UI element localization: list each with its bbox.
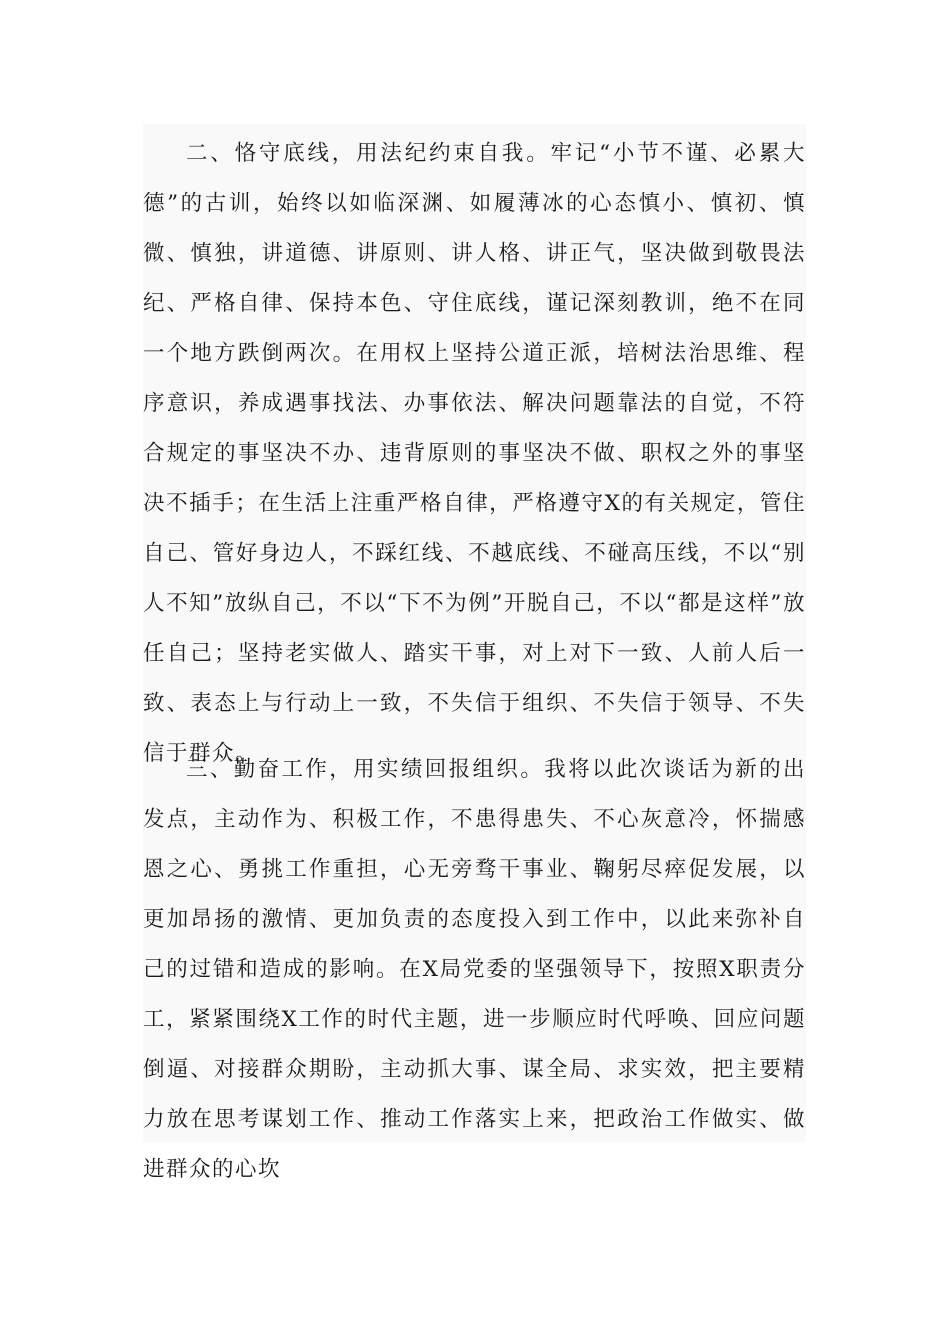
paragraph-section-two: 二、恪守底线，用法纪约束自我。牢记“小节不谨、必累大德”的古训，始终以如临深渊、如履薄冰的心态慎小、慎初、慎微、慎独，讲道德、讲原则、讲人格、讲正气，坚决做到敬畏法纪、严格自律、保持本色、守住底线，谨记深刻教训，绝不在同一个地方跌倒两次。在用权上坚持公道正派，培树法治思维、程序意识，养成遇事找法、办事依法、解决问题靠法的自觉，不符合规定的事坚决不办、违背原则的事坚决不做、职权之外的事坚决不插手；在生活上注重严格自律，严格遵守X的有关规定，管住自己、管好身边人，不踩红线、不越底线、不碰高压线，不以“别人不知”放纵自己，不以“下不为例”开脱自己，不以“都是这样”放任自己；坚持老实做人、踏实干事，对上对下一致、人前人后一致、表态上与行动上一致，不失信于组织、不失信于领导、不失信于群众。: [143, 141, 806, 766]
page-edge-mask: [806, 185, 816, 215]
paragraph-section-three: 三、勤奋工作，用实绩回报组织。我将以此次谈话为新的出发点，主动作为、积极工作，不患得患失、不心灰意冷，怀揣感恩之心、勇挑工作重担，心无旁骛干事业、鞠躬尽瘁促发展，以更加昂扬的激情、更加负责的态度投入到工作中，以此来弥补自己的过错和造成的影响。在X局党委的坚强领导下，按照X职责分工，紧紧围绕X工作的时代主题，进一步顺应时代呼唤、回应问题倒逼、对接群众期盼，主动抓大事、谋全局、求实效，把主要精力放在思考谋划工作、推动工作落实上来，把政治工作做实、做进群众的心坎: [143, 757, 806, 1182]
document-body: [143, 124, 806, 1182]
